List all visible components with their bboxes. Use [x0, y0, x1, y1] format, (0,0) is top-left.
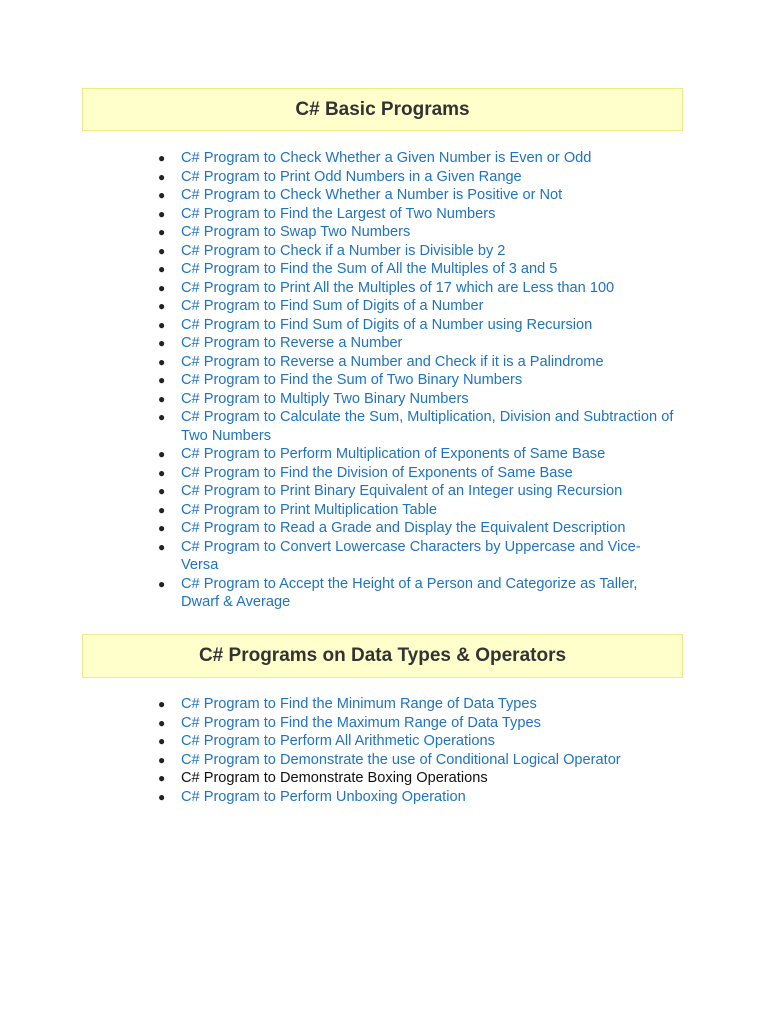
program-link[interactable]: C# Program to Reverse a Number and Check if it is a Palindrome [181, 353, 604, 370]
program-list-data-types [158, 695, 676, 806]
bullet-icon: ● [158, 373, 166, 387]
list-item [158, 575, 676, 612]
list-item [158, 714, 676, 733]
list-item [158, 695, 676, 714]
program-link[interactable]: C# Program to Find the Minimum Range of Data Types [181, 696, 537, 712]
list-item [158, 501, 676, 520]
bullet-icon: ● [158, 539, 166, 554]
section-title: C# Programs on Data Types & Operators [198, 645, 567, 666]
list-item [158, 242, 676, 261]
bullet-icon: ● [158, 697, 166, 711]
bullet-icon: ● [158, 225, 166, 239]
program-link[interactable]: C# Program to Read a Grade and Display the Equivalent Description [181, 520, 626, 536]
list-item [158, 371, 676, 390]
list-item [158, 408, 676, 445]
list-item [158, 316, 676, 335]
bullet-icon: ● [158, 521, 166, 535]
bullet-icon: ● [158, 576, 166, 591]
list-item [158, 788, 676, 807]
bullet-icon: ● [158, 188, 166, 202]
bullet-icon: ● [158, 410, 166, 424]
program-link[interactable]: C# Program to Find Sum of Digits of a Number [181, 298, 484, 314]
section-header-data-types-operators [82, 634, 683, 678]
program-link[interactable]: C# Program to Check Whether a Given Number is Even or Odd [181, 150, 592, 166]
bullet-icon: ● [158, 715, 166, 730]
bullet-icon: ● [158, 734, 166, 748]
program-link[interactable]: C# Program to Find the Sum of All the Multiples of 3 and 5 [181, 261, 558, 277]
list-item [158, 732, 676, 751]
section-header-basic-programs [82, 88, 683, 131]
bullet-icon: ● [158, 771, 166, 785]
program-link[interactable]: C# Program to Perform Multiplication of Exponents of Same Base [181, 446, 606, 462]
program-link[interactable]: C# Program to Find the Division of Exponents of Same Base [181, 464, 573, 481]
list-item [158, 149, 676, 168]
bullet-icon: ● [158, 484, 166, 498]
list-item [158, 769, 676, 788]
program-link[interactable]: C# Program to Perform Unboxing Operation [181, 788, 466, 805]
program-link[interactable]: C# Program to Find the Sum of Two Binary Numbers [181, 372, 523, 388]
program-link[interactable]: C# Program to Find the Largest of Two Numbers [181, 205, 496, 222]
list-item [158, 353, 676, 372]
list-item [158, 519, 676, 538]
program-link[interactable]: C# Program to Print Odd Numbers in a Given Range [181, 168, 522, 185]
list-item [158, 186, 676, 205]
bullet-icon: ● [158, 206, 166, 221]
list-item [158, 205, 676, 224]
list-item [158, 168, 676, 187]
bullet-icon: ● [158, 280, 166, 295]
bullet-icon: ● [158, 336, 166, 350]
list-item [158, 260, 676, 279]
bullet-icon: ● [158, 447, 166, 461]
bullet-icon: ● [158, 169, 166, 184]
bullet-icon: ● [158, 317, 166, 332]
program-list-basic [158, 149, 676, 612]
bullet-icon: ● [158, 789, 166, 804]
program-link[interactable]: C# Program to Multiply Two Binary Numbers [181, 390, 469, 407]
program-link[interactable]: C# Program to Convert Lowercase Characters by Uppercase and Vice-Versa [181, 538, 641, 573]
bullet-icon: ● [158, 752, 166, 767]
program-link[interactable]: C# Program to Swap Two Numbers [181, 224, 411, 240]
bullet-icon: ● [158, 465, 166, 480]
list-item [158, 751, 676, 770]
program-link[interactable]: C# Program to Print Multiplication Table [181, 501, 438, 518]
list-item [158, 538, 676, 575]
list-item [158, 445, 676, 464]
bullet-icon: ● [158, 391, 166, 406]
program-link[interactable]: C# Program to Perform All Arithmetic Operations [181, 733, 495, 749]
bullet-icon: ● [158, 354, 166, 369]
list-item [158, 390, 676, 409]
bullet-icon: ● [158, 299, 166, 313]
program-link[interactable]: C# Program to Check if a Number is Divisible by 2 [181, 242, 506, 259]
program-link[interactable]: C# Program to Calculate the Sum, Multiplication, Division and Subtraction of Two Numbers [181, 409, 674, 444]
program-link[interactable]: C# Program to Find Sum of Digits of a Number using Recursion [181, 316, 593, 333]
program-title: C# Program to Demonstrate Boxing Operations [181, 770, 488, 786]
program-link[interactable]: C# Program to Check Whether a Number is Positive or Not [181, 187, 563, 203]
list-item [158, 464, 676, 483]
program-link[interactable]: C# Program to Print All the Multiples of 17 which are Less than 100 [181, 279, 615, 296]
program-link[interactable]: C# Program to Accept the Height of a Person and Categorize as Taller, Dwarf & Average [181, 575, 638, 610]
list-item [158, 223, 676, 242]
list-item [158, 279, 676, 298]
program-link[interactable]: C# Program to Print Binary Equivalent of an Integer using Recursion [181, 483, 623, 499]
program-link[interactable]: C# Program to Reverse a Number [181, 335, 403, 351]
list-item [158, 297, 676, 316]
program-link[interactable]: C# Program to Find the Maximum Range of Data Types [181, 714, 541, 731]
list-item [158, 334, 676, 353]
bullet-icon: ● [158, 262, 166, 276]
bullet-icon: ● [158, 502, 166, 517]
list-item [158, 482, 676, 501]
bullet-icon: ● [158, 243, 166, 258]
section-title: C# Basic Programs [295, 98, 470, 120]
program-link[interactable]: C# Program to Demonstrate the use of Conditional Logical Operator [181, 751, 621, 768]
bullet-icon: ● [158, 151, 166, 165]
